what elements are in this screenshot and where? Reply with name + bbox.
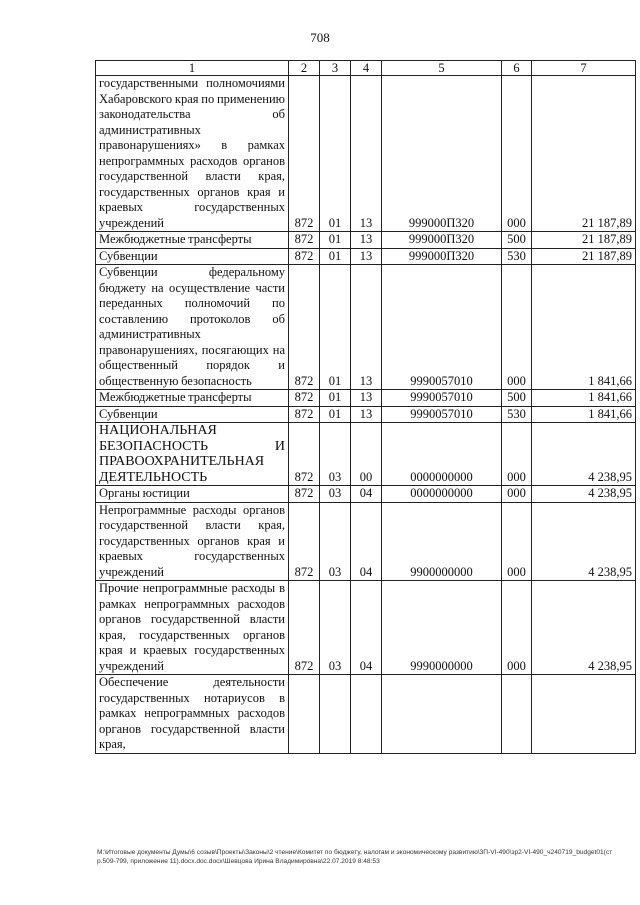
- cell-section: 03: [320, 423, 351, 486]
- cell-subsection: 13: [351, 248, 382, 265]
- cell-target-article: 999000П320: [382, 232, 502, 249]
- cell-section: 03: [320, 502, 351, 581]
- table-row: [96, 76, 636, 232]
- row-name: государственными полномочиями Хабаровского края по применению законодательства об административных правонарушениях» в рамках непрограммных расходов органов государственной власти края, государственных органов края и краевых государственных учреждений: [96, 76, 289, 232]
- cell-target-article: 0000000000: [382, 486, 502, 503]
- row-name: Межбюджетные трансферты: [96, 232, 289, 249]
- cell-subsection: 13: [351, 406, 382, 423]
- column-header: 7: [532, 61, 636, 76]
- cell-target-article: [382, 675, 502, 754]
- cell-subsection: 00: [351, 423, 382, 486]
- cell-target-article: 9990057010: [382, 265, 502, 390]
- table-row: [96, 406, 636, 423]
- table-row: [96, 248, 636, 265]
- document-path-footer: M:\Итоговые документы Думы\6 созыв\Проекты\Законы\2 чтение\Комитет по бюджету, налогам и экономическому развитию\3П-VI-490\зр2-VI-490_ч240719_budget01(стр.509-799, приложение 11).docx.doc.docx\Шевцова Ирина Владимировна\22.07.2019 8:48:53: [97, 849, 613, 865]
- cell-subsection: 04: [351, 502, 382, 581]
- cell-amount: 4 238,95: [532, 486, 636, 503]
- table-row: [96, 486, 636, 503]
- table-row: [96, 423, 636, 486]
- table-row: [96, 502, 636, 581]
- cell-amount: 4 238,95: [532, 581, 636, 675]
- cell-target-article: 9990057010: [382, 390, 502, 407]
- cell-expense-type: 000: [502, 76, 532, 232]
- cell-subsection: [351, 675, 382, 754]
- cell-section: 01: [320, 390, 351, 407]
- column-header: 6: [502, 61, 532, 76]
- cell-amount: [532, 675, 636, 754]
- cell-section: 01: [320, 76, 351, 232]
- cell-expense-type: 000: [502, 486, 532, 503]
- cell-amount: 21 187,89: [532, 232, 636, 249]
- cell-amount: 21 187,89: [532, 76, 636, 232]
- cell-section: 03: [320, 486, 351, 503]
- cell-section: 01: [320, 265, 351, 390]
- cell-amount: 1 841,66: [532, 406, 636, 423]
- cell-amount: 1 841,66: [532, 265, 636, 390]
- cell-chapter: 872: [289, 232, 320, 249]
- cell-subsection: 13: [351, 76, 382, 232]
- cell-target-article: 999000П320: [382, 248, 502, 265]
- cell-expense-type: 000: [502, 581, 532, 675]
- row-name: Прочие непрограммные расходы в рамках непрограммных расходов органов государственной власти края, государственных органов края и краевых государственных учреждений: [96, 581, 289, 675]
- cell-subsection: 04: [351, 486, 382, 503]
- cell-subsection: 04: [351, 581, 382, 675]
- row-name: Межбюджетные трансферты: [96, 390, 289, 407]
- table-row: [96, 390, 636, 407]
- cell-chapter: 872: [289, 502, 320, 581]
- cell-expense-type: [502, 675, 532, 754]
- cell-section: 01: [320, 248, 351, 265]
- cell-chapter: 872: [289, 265, 320, 390]
- cell-amount: 4 238,95: [532, 502, 636, 581]
- cell-target-article: 9990000000: [382, 581, 502, 675]
- cell-chapter: 872: [289, 423, 320, 486]
- cell-expense-type: 500: [502, 390, 532, 407]
- page-number: 708: [310, 30, 330, 45]
- row-name: Субвенции: [96, 406, 289, 423]
- table-header-row: [96, 61, 636, 76]
- column-header: 4: [351, 61, 382, 76]
- budget-table: [95, 60, 636, 754]
- column-header: 1: [96, 61, 289, 76]
- cell-expense-type: 500: [502, 232, 532, 249]
- cell-section: 01: [320, 232, 351, 249]
- cell-chapter: 872: [289, 248, 320, 265]
- cell-section: [320, 675, 351, 754]
- cell-target-article: 9990057010: [382, 406, 502, 423]
- cell-chapter: 872: [289, 390, 320, 407]
- cell-expense-type: 530: [502, 406, 532, 423]
- row-name: НАЦИОНАЛЬНАЯ БЕЗОПАСНОСТЬ И ПРАВООХРАНИТЕЛЬНАЯ ДЕЯТЕЛЬНОСТЬ: [96, 423, 289, 486]
- cell-target-article: 0000000000: [382, 423, 502, 486]
- cell-chapter: 872: [289, 486, 320, 503]
- cell-chapter: 872: [289, 406, 320, 423]
- cell-subsection: 13: [351, 265, 382, 390]
- row-name: Субвенции: [96, 248, 289, 265]
- cell-subsection: 13: [351, 390, 382, 407]
- cell-expense-type: 000: [502, 502, 532, 581]
- cell-chapter: [289, 675, 320, 754]
- column-header: 3: [320, 61, 351, 76]
- cell-amount: 21 187,89: [532, 248, 636, 265]
- row-name: Субвенции федеральному бюджету на осуществление части переданных полномочий по составлению протоколов об административных правонарушениях, посягающих на общественный порядок и общественную безопасность: [96, 265, 289, 390]
- cell-expense-type: 530: [502, 248, 532, 265]
- cell-section: 03: [320, 581, 351, 675]
- cell-expense-type: 000: [502, 423, 532, 486]
- row-name: Непрограммные расходы органов государственной власти края, государственных органов края и краевых государственных учреждений: [96, 502, 289, 581]
- cell-amount: 4 238,95: [532, 423, 636, 486]
- cell-subsection: 13: [351, 232, 382, 249]
- cell-section: 01: [320, 406, 351, 423]
- table-row: [96, 265, 636, 390]
- cell-amount: 1 841,66: [532, 390, 636, 407]
- table-row: [96, 675, 636, 754]
- column-header: 5: [382, 61, 502, 76]
- row-name: Органы юстиции: [96, 486, 289, 503]
- cell-expense-type: 000: [502, 265, 532, 390]
- row-name: Обеспечение деятельности государственных нотариусов в рамках непрограммных расходов органов государственной власти края,: [96, 675, 289, 754]
- cell-chapter: 872: [289, 76, 320, 232]
- table-row: [96, 232, 636, 249]
- cell-target-article: 999000П320: [382, 76, 502, 232]
- table-row: [96, 581, 636, 675]
- column-header: 2: [289, 61, 320, 76]
- cell-chapter: 872: [289, 581, 320, 675]
- cell-target-article: 9900000000: [382, 502, 502, 581]
